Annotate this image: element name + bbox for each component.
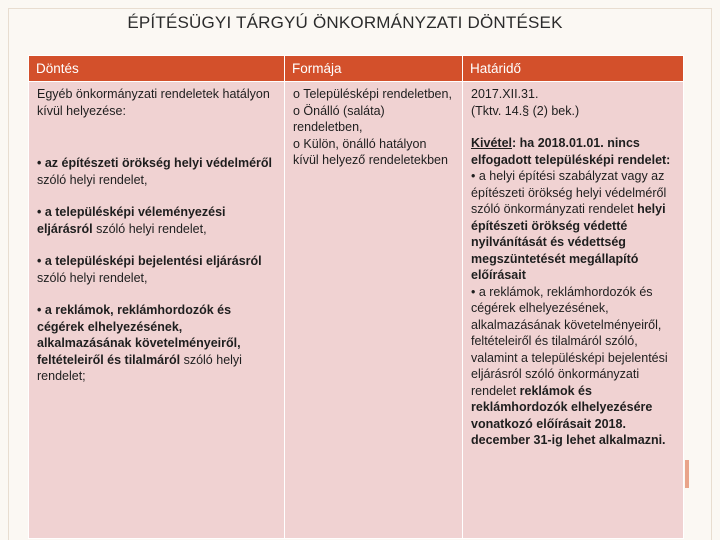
header-formaja: Formája <box>285 56 463 82</box>
deadline-reference: (Tktv. 14.§ (2) bek.) <box>471 103 580 118</box>
decisions-table <box>28 55 684 539</box>
slide-title: ÉPÍTÉSÜGYI TÁRGYÚ ÖNKORMÁNYZATI DÖNTÉSEK <box>127 13 563 32</box>
dontes-item-4-bold: • a reklámok, reklámhordozók és cégérek elhelyezésének, alkalmazásának követelményeiről, feltételeiről és tilalmáról <box>37 303 241 367</box>
dontes-item-1-bold: • az építészeti örökség helyi védelméről <box>37 156 273 170</box>
exception-point-1-bold: helyi építészeti örökség védetté nyilvánítását és védettség megszüntetését megállapító előírásait <box>471 202 666 282</box>
dontes-item-4-rest: szóló helyi rendelet; <box>37 352 242 383</box>
table-header-row <box>29 56 684 82</box>
exception-heading <box>471 135 675 168</box>
dontes-item-2-bold: • a településképi véleményezési eljárásról <box>37 205 226 236</box>
dontes-item-2 <box>37 204 276 237</box>
cell-formaja <box>285 82 463 539</box>
formaja-item-3: o Külön, önálló hatályon kívül helyező rendeletekben <box>293 136 448 167</box>
header-dontes: Döntés <box>29 56 285 82</box>
exception-point-2 <box>471 284 675 449</box>
deadline-date: 2017.XII.31. <box>471 87 539 101</box>
dontes-item-1 <box>37 155 276 188</box>
dontes-item-3 <box>37 253 276 286</box>
slide-accent-mark <box>685 460 689 488</box>
formaja-item-1: o Településképi rendeletben, <box>293 87 452 101</box>
cell-hatarido <box>463 82 684 539</box>
dontes-item-3-bold: • a településképi bejelentési eljárásról <box>37 254 262 268</box>
header-hatarido: Határidő <box>463 56 684 82</box>
exception-point-2-text: • a reklámok, reklámhordozók és cégérek elhelyezésének, alkalmazásának követelményeiről, feltételeiről és tilalmáról szóló, valamint a településképi bejelentési eljárásról szóló önkormányzati rendelet <box>471 284 668 398</box>
dontes-item-3-rest: szóló helyi rendelet, <box>37 270 148 285</box>
exception-label: Kivétel <box>471 136 512 150</box>
dontes-item-4 <box>37 302 276 385</box>
dontes-intro: Egyéb önkormányzati rendeletek hatályon kívül helyezése: <box>37 87 270 118</box>
exception-text: : ha 2018.01.01. nincs elfogadott településképi rendelet: <box>471 136 671 167</box>
exception-point-2-bold: reklámok és reklámhordozók elhelyezésére vonatkozó előírásait 2018. december 31-ig lehet alkalmazni. <box>471 383 666 447</box>
formaja-item-2: o Önálló (saláta) rendeletben, <box>293 103 385 134</box>
dontes-item-1-rest: szóló helyi rendelet, <box>37 172 148 187</box>
cell-dontes <box>29 82 285 539</box>
dontes-item-2-rest: szóló helyi rendelet, <box>92 221 207 236</box>
exception-point-1 <box>471 168 675 284</box>
table-row <box>29 82 684 539</box>
exception-point-1-text: • a helyi építési szabályzat vagy az építészeti örökség helyi védelméről szóló önkormányzati rendelet <box>471 169 667 216</box>
